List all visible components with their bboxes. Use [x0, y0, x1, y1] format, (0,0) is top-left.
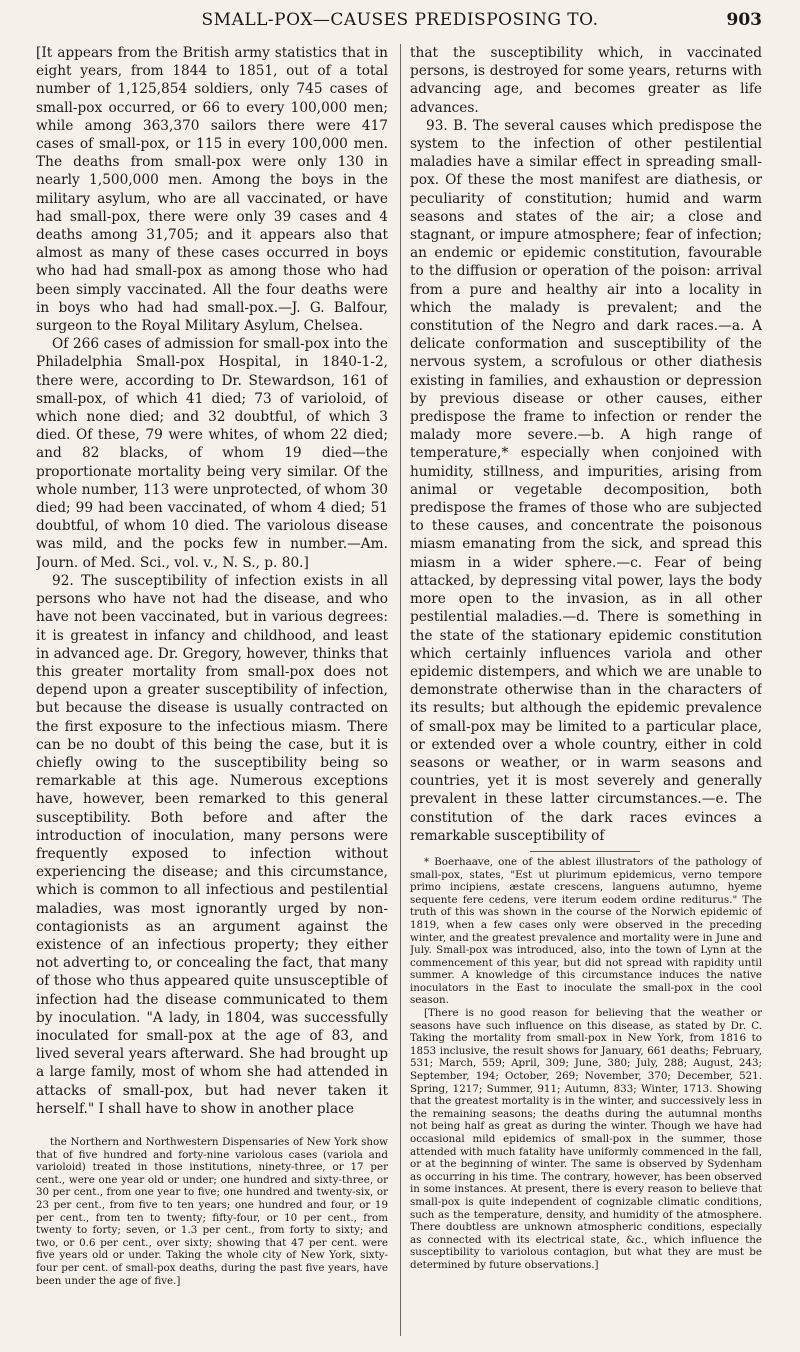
army-statistics-paragraph: [It appears from the British army statistics that in eight years, from 1844 to 1851, out of a total number of 1,125,854 soldiers, only 745 cases of small-pox occurred, or 66 to every 100,000 men; while among 363,370 sailors there were 417 cases of small-pox, or 115 in every 100,000 men. The deaths from small-pox were only 130 in nearly 1,500,000 men. Among the boys in the military asylum, who are all vaccinated, or have had small-pox, there were only 39 cases and 4 deaths among 31,705; and it appears also that almost as many of these cases occurred in boys who had had small-pox as among those who had been simply vaccinated. All the four deaths were in boys who had had small-pox.—J. G. Balfour, surgeon to the Royal Military Asylum, Chelsea. — [36, 45, 388, 335]
footnote-separator — [530, 851, 640, 852]
boerhaave-footnote: * Boerhaave, one of the ablest illustrators of the pathology of small-pox, states, "Est ut plurimum epidemicus, verno tempore primo incipiens, æstate crescens, languens autumno, hyeme sequente fere cedens, vere iterum eodem ordine rediturus." The truth of this was shown in the course of the Norwich epidemic of 1819, when a few cases only were observed in the preceding winter, and the greatest prevalence and mortality were in June and July. Small-pox was introduced, also, into the town of Lynn at the commencement of this year, but did not spread with rapidity until summer. A knowledge of this circumstance induces the native inoculators in the East to inoculate the small-pox in the cool season. — [410, 855, 762, 1007]
section-92-paragraph: 92. The susceptibility of infection exists in all persons who have not had the disease, and who have not been vaccinated, but in various degrees: it is greatest in infancy and childhood, and least in advanced age. Dr. Gregory, however, thinks that this greater mortality from small-pox does not depend upon a greater susceptibility of infection, but because the disease is usually contracted on the first exposure to the infectious miasm. There can be no doubt of this being the case, but it is chiefly owing to the susceptibility being so remarkable at this age. Numerous exceptions have, however, been remarked to this general susceptibility. Both before and after the introduction of inoculation, many persons were frequently exposed to infection without experiencing the disease; and this circumstance, which is common to all infectious and pestilential maladies, was most ignorantly urged by non-contagionists as an argument against the existence of an infectious property; they either not adverting to, or concealing the fact, that many of those who thus appeared quite unsusceptible of infection had the disease communicated to them by inoculation. "A lady, in 1804, was successfully inoculated for small-pox at the age of 83, and lived several years afterward. She had brought up a large family, most of whom she had attended in attacks of small-pox, but had never taken it herself." I shall have to show in another place — [36, 572, 388, 1117]
left-column — [36, 44, 388, 1340]
new-york-mortality-footnote: [There is no good reason for believing that the weather or seasons have such influence on this disease, as stated by Dr. C. Taking the mortality from small-pox in New York, from 1816 to 1853 inclusive, the result shows for January, 661 deaths; February, 531; March, 559; April, 309; June, 380; July, 288; August, 243; September, 194; October, 269; November, 370; December, 521. Spring, 1217; Summer, 911; Autumn, 833; Winter, 1713. Showing that the greatest mortality is in the winter, and successively less in the remaining seasons; the deaths during the autumnal months not being half as great as during the winter. Though we have had occasional mild epidemics of small-pox in the summer, those attended with much fatality have uniformly commenced in the fall, or at the beginning of winter. The same is observed by Sydenham as occurring in his time. The contrary, however, has been observed in some instances. At present, there is every reason to believe that small-pox is quite independent of cognizable climatic conditions, such as the temperature, density, and humidity of the atmosphere. There doubtless are unknown atmospheric conditions, especially as connected with its electrical state, &c., which influence the susceptibility to variolous contagion, but what they are must be determined by future observations.] — [410, 1007, 762, 1271]
page-header — [38, 10, 762, 36]
dispensary-footnote-continuation: the Northern and Northwestern Dispensaries of New York show that of five hundred and forty-nine variolous cases (variola and varioloid) treated in those institutions, ninety-three, or 17 per cent., were one year old or under; one hundred and sixty-three, or 30 per cent., from one year to five; one hundred and twenty-six, or 23 per cent., from five to ten years; one hundred and four, or 19 per cent., from ten to twenty; fifty-four, or 10 per cent., from twenty to forty; seven, or 1.3 per cent., from forty to sixty; and two, or 0.6 per cent., over sixty; showing that 47 per cent. were five years old or under. Taking the whole city of New York, sixty-four per cent. of small-pox deaths, during the past five years, have been under the age of five.] — [36, 1135, 388, 1287]
right-column — [410, 44, 762, 1340]
column-divider — [400, 44, 401, 1336]
section-93-paragraph: 93. B. The several causes which predispose the system to the infection of other pestilential maladies have a similar effect in spreading small-pox. Of these the most manifest are diathesis, or peculiarity of constitution; humid and warm seasons and states of the air; a close and stagnant, or impure atmosphere; fear of infection; an endemic or epidemic constitution, favourable to the diffusion or operation of the poison: arrival from a pure and healthy air into a locality in which the malady is prevalent; and the constitution of the Negro and dark races.—a. A delicate conformation and susceptibility of the nervous system, a scrofulous or other diathesis existing in families, and exhaustion or depression by previous disease or other causes, either predispose the frame to infection or render the malady more severe.—b. A high range of temperature,* especially when conjoined with humidity, stillness, and impurities, arising from animal or vegetable decomposition, both predispose the frames of those who are subjected to these causes, and concentrate the poisonous miasm emanating from the sick, and spread this miasm in a wider sphere.—c. Fear of being attacked, by depressing vital power, lays the body more open to the invasion, as in all other pestilential maladies.—d. There is something in the state of the stationary epidemic constitution which certainly influences variola and other epidemic distempers, and which we are unable to demonstrate otherwise than in the characters of its results; but although the epidemic prevalence of small-pox may be limited to a particular place, or extended over a whole country, either in cold seasons or weather, or in warm seasons and countries, yet it is most severely and generally prevalent in these latter circumstances.—e. The constitution of the dark races evinces a remarkable susceptibility of — [410, 117, 762, 844]
page-number: 903 — [726, 10, 762, 30]
philadelphia-hospital-paragraph: Of 266 cases of admission for small-pox into the Philadelphia Small-pox Hospital, in 1840-1-2, there were, according to Dr. Stewardson, 161 of small-pox, of which 41 died; 73 of varioloid, of which none died; and 32 doubtful, of which 3 died. Of these, 79 were whites, of whom 22 died; and 82 blacks, of whom 19 died—the proportionate mortality being very similar. Of the whole number, 113 were unprotected, of whom 30 died; 99 had been vaccinated, of whom 4 died; 51 doubtful, of whom 10 died. The variolous disease was mild, and the pocks few in number.—Am. Journ. of Med. Sci., vol. v., N. S., p. 80.] — [36, 336, 388, 571]
susceptibility-continuation-paragraph: that the susceptibility which, in vaccinated persons, is destroyed for some years, returns with advancing age, and becomes greater as life advances. — [410, 45, 762, 116]
running-title: SMALL-POX—CAUSES PREDISPOSING TO. — [201, 10, 599, 30]
